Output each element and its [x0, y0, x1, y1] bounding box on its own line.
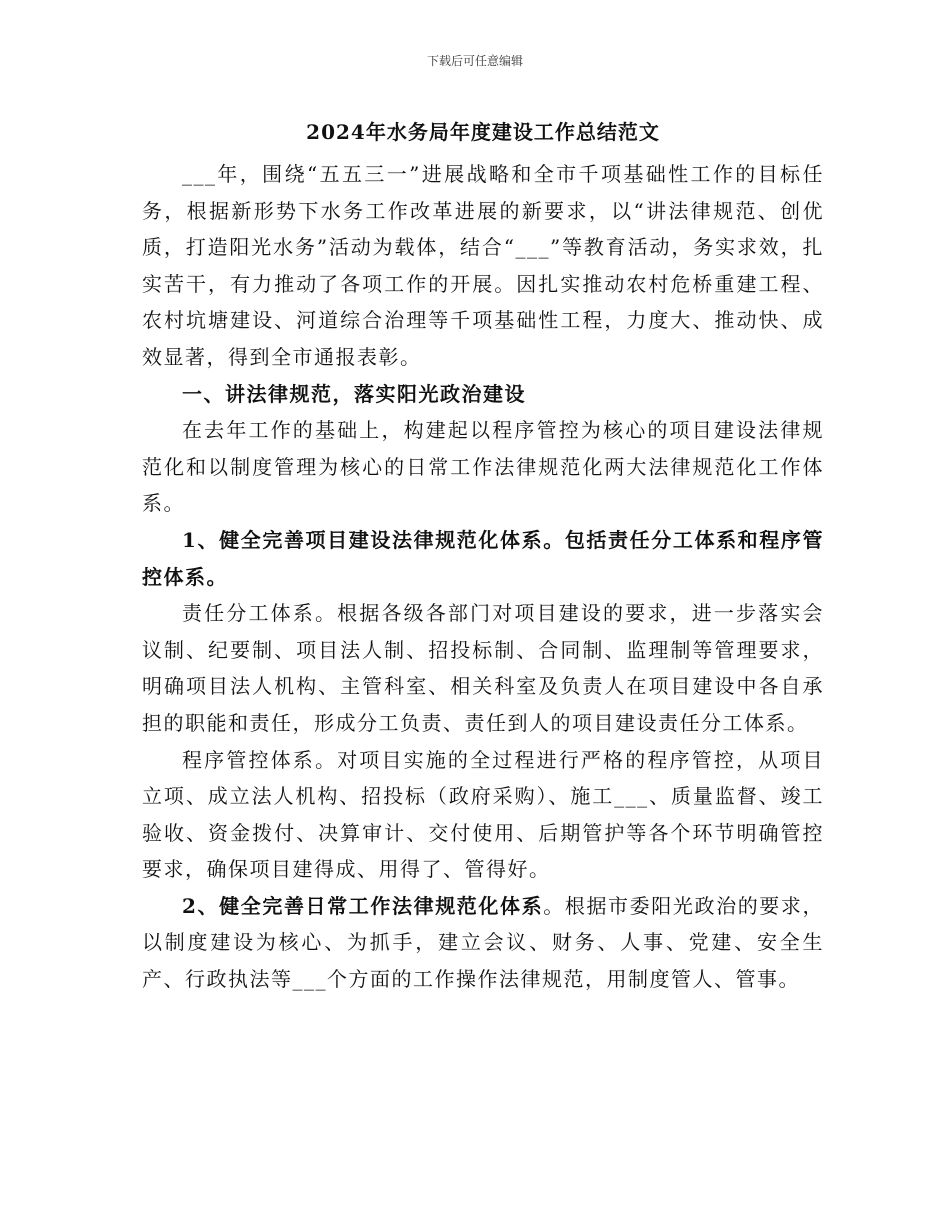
paragraph-text: 程序管控体系。对项目实施的全过程进行严格的程序管控，从项目立项、成立法人机构、招投标（政府采购）、施工___、质量监督、竣工验收、资金拨付、决算审计、交付使用、后期管护等各个环节明确管控要求，确保项目建得成、用得了、管得好。 [142, 747, 824, 882]
intro-paragraph [142, 156, 824, 376]
header-note: 下载后可任意编辑 [426, 54, 523, 68]
paragraph-text: 在去年工作的基础上，构建起以程序管控为核心的项目建设法律规范化和以制度管理为核心的日常工作法律规范化两大法律规范化工作体系。 [142, 418, 824, 516]
document-title: 2024年水务局年度建设工作总结范文 [306, 120, 660, 144]
section-1-paragraph [142, 412, 824, 522]
responsibility-paragraph [142, 595, 824, 741]
paragraph-text: ___年，围绕“五五三一”进展战略和全市千项基础性工作的目标任务，根据新形势下水务工作改革进展的新要求，以“讲法律规范、创优质，打造阳光水务”活动为载体，结合“___”等教育活动，务实求效，扎实苦干，有力推动了各项工作的开展。因扎实推动农村危桥重建工程、农村坑塘建设、河道综合治理等千项基础性工程，力度大、推动快、成效显著，得到全市通报表彰。 [142, 162, 824, 369]
paragraph-text: 。根据市委阳光政治的要求，以制度建设为核心、为抓手，建立会议、财务、人事、党建、安全生产、行政执法等___个方面的工作操作法律规范，用制度管人、管事。 [142, 893, 825, 992]
paragraph-text: 责任分工体系。根据各级各部门对项目建设的要求，进一步落实会议制、纪要制、项目法人制、招投标制、合同制、监理制等管理要求，明确项目法人机构、主管科室、相关科室及负责人在项目建设中各自承担的职能和责任，形成分工负责、责任到人的项目建设责任分工体系。 [142, 601, 824, 735]
document-body [142, 114, 824, 998]
subsection-heading-2: 2、健全完善日常工作法律规范化体系 [182, 893, 544, 918]
section-heading-1 [142, 376, 824, 413]
procedure-paragraph [142, 742, 824, 888]
heading-text: 1、健全完善项目建设法律规范化体系。包括责任分工体系和程序管控体系。 [142, 527, 824, 589]
subsection-heading-1 [142, 522, 824, 595]
heading-text: 一、讲法律规范，落实阳光政治建设 [182, 381, 526, 406]
subsection-2-paragraph [142, 888, 824, 998]
